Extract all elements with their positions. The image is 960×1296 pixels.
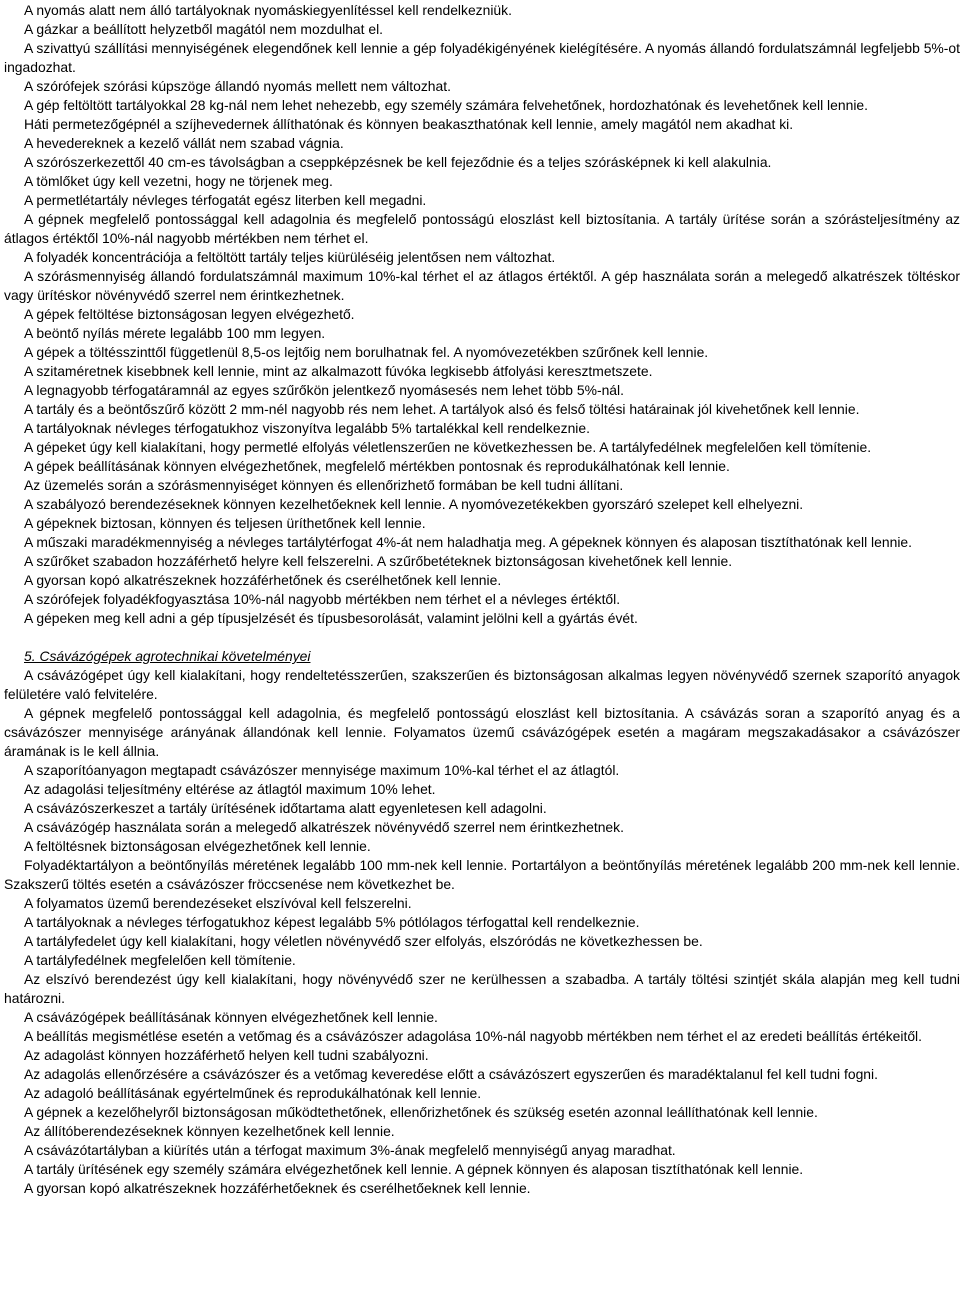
- paragraph: A tartályfedélnek megfelelően kell tömítenie.: [24, 952, 296, 968]
- paragraph: A szórásmennyiség állandó fordulatszámnál maximum 10%-kal térhet el az átlagos értéktől. A gép használata során a melegedő alkatrészek töltéskor vagy ürítéskor növényvédő szerrel nem érintkezhetnek.: [4, 268, 960, 303]
- requirements-list-sprayers: [4, 1, 960, 628]
- paragraph: A szaporítóanyagon megtapadt csávázószer mennyisége maximum 10%-kal térhet el az átlagtól.: [24, 762, 620, 778]
- paragraph: A beöntő nyílás mérete legalább 100 mm legyen.: [24, 325, 326, 341]
- paragraph: A gázkar a beállított helyzetből magától nem mozdulhat el.: [24, 21, 384, 37]
- paragraph: Az adagolást könnyen hozzáférhető helyen kell tudni szabályozni.: [24, 1047, 429, 1063]
- paragraph: A gépek beállításának könnyen elvégezhetőnek, megfelelő mértékben pontosnak és reprodukálhatónak kell lennie.: [24, 458, 730, 474]
- paragraph: A tömlőket úgy kell vezetni, hogy ne törjenek meg.: [24, 173, 333, 189]
- paragraph: A csávázógépet úgy kell kialakítani, hogy rendeltetésszerűen, szakszerűen és biztonságosan alkalmas legyen növényvédő szernek szaporító anyagok felületére való felvitelére.: [4, 667, 960, 702]
- paragraph: A szivattyú szállítási mennyiségének elegendőnek kell lennie a gép folyadékigényének kielégítésére. A nyomás állandó fordulatszámnál legfeljebb 5%-ot ingadozhat.: [4, 40, 960, 75]
- paragraph: A szűrőket szabadon hozzáférhető helyre kell felszerelni. A szűrőbetéteknek biztonságosan kivehetőnek kell lennie.: [24, 553, 733, 569]
- paragraph: A feltöltésnek biztonságosan elvégezhetőnek kell lennie.: [24, 838, 371, 854]
- paragraph: A gépnek megfelelő pontossággal kell adagolnia, és megfelelő pontosságú eloszlást kell biztosítania. A csávázás soran a szaporító anyag és a csávázószer mennyisége arányának állandónak kell lennie. Folyamatos üzemű csávázógépek esetén a magáram megszakadásakor a csávázószer áramának is le kell állnia.: [4, 705, 960, 759]
- section-heading: 5. Csávázógépek agrotechnikai követelményei: [24, 648, 311, 664]
- paragraph: Az adagolási teljesítmény eltérése az átlagtól maximum 10% lehet.: [24, 781, 436, 797]
- paragraph: A gyorsan kopó alkatrészeknek hozzáférhetőnek és cserélhetőnek kell lennie.: [24, 572, 502, 588]
- paragraph: A műszaki maradékmennyiség a névleges tartálytérfogat 4%-át nem haladhatja meg. A gépeknek könnyen és alaposan tisztíthatónak kell lennie.: [24, 534, 912, 550]
- requirements-list-seed-treaters: [4, 666, 960, 1198]
- paragraph: A tartályoknak a névleges térfogatukhoz képest legalább 5% pótlólagos térfogattal kell rendelkeznie.: [24, 914, 640, 930]
- paragraph: A csávázógép használata során a melegedő alkatrészek növényvédő szerrel nem érintkezhetnek.: [24, 819, 624, 835]
- paragraph: A gépeket úgy kell kialakítani, hogy permetlé elfolyás véletlenszerűen ne következhessen be. A tartályfedélnek megfelelően kell tömítenie.: [24, 439, 872, 455]
- paragraph: A szórófejek folyadékfogyasztása 10%-nál nagyobb mértékben nem térhet el a névleges értéktől.: [24, 591, 621, 607]
- paragraph: A tartályfedelet úgy kell kialakítani, hogy véletlen növényvédő szer elfolyás, elszóródás ne következhessen be.: [24, 933, 703, 949]
- paragraph: Az elszívó berendezést úgy kell kialakítani, hogy növényvédő szer ne kerülhessen a szabadba. A tartály töltési szintjét skála alapján meg kell tudni határozni.: [4, 971, 960, 1006]
- paragraph: A csávázótartályban a kiürítés után a térfogat maximum 3%-ának megfelelő mennyiségű anyag maradhat.: [24, 1142, 676, 1158]
- paragraph: A nyomás alatt nem álló tartályoknak nyomáskiegyenlítéssel kell rendelkezniük.: [24, 2, 512, 18]
- paragraph: A gépnek megfelelő pontossággal kell adagolnia és megfelelő pontosságú eloszlást kell biztosítania. A tartály ürítése során a szórásteljesítmény az átlagos értéktől 10%-nál nagyobb mértékben nem térhet el.: [4, 211, 960, 246]
- paragraph: A gépnek a kezelőhelyről biztonságosan működtethetőnek, ellenőrizhetőnek és szükség esetén azonnal leállíthatónak kell lennie.: [24, 1104, 818, 1120]
- paragraph: Háti permetezőgépnél a szíjhevedernek állíthatónak és könnyen beakaszthatónak kell lennie, amely magától nem akadhat ki.: [24, 116, 794, 132]
- paragraph: A hevedereknek a kezelő vállát nem szabad vágnia.: [24, 135, 344, 151]
- paragraph: A csávázószerkeszet a tartály ürítésének időtartama alatt egyenletesen kell adagolni.: [24, 800, 547, 816]
- paragraph: Az adagolás ellenőrzésére a csávázószer és a vetőmag keveredése előtt a csávázószert egyszerűen és maradéktalanul fel kell tudni fogni.: [24, 1066, 878, 1082]
- paragraph: A gépek a töltésszinttől függetlenül 8,5-os lejtőig nem borulhatnak fel. A nyomóvezetékben szűrőnek kell lennie.: [24, 344, 709, 360]
- paragraph: A gépeknek biztosan, könnyen és teljesen üríthetőnek kell lennie.: [24, 515, 426, 531]
- section-spacer: [4, 628, 960, 647]
- paragraph: A szitaméretnek kisebbnek kell lennie, mint az alkalmazott fúvóka legkisebb átfolyási keresztmetszete.: [24, 363, 653, 379]
- paragraph: A szórófejek szórási kúpszöge állandó nyomás mellett nem változhat.: [24, 78, 451, 94]
- paragraph: A gyorsan kopó alkatrészeknek hozzáférhetőeknek és cserélhetőeknek kell lennie.: [24, 1180, 531, 1196]
- paragraph: A permetlétartály névleges térfogatát egész literben kell megadni.: [24, 192, 427, 208]
- paragraph: A tartály és a beöntőszűrő között 2 mm-nél nagyobb rés nem lehet. A tartályok alsó és felső töltési határainak jól kivehetőnek kell lennie.: [24, 401, 860, 417]
- paragraph: Az üzemelés során a szórásmennyiséget könnyen és ellenőrizhető formában be kell tudni állítani.: [24, 477, 624, 493]
- paragraph: A tartály ürítésének egy személy számára elvégezhetőnek kell lennie. A gépnek könnyen és alaposan tisztíthatónak kell lennie.: [24, 1161, 804, 1177]
- paragraph: A szabályozó berendezéseknek könnyen kezelhetőeknek kell lennie. A nyomóvezetékekben gyorszáró szelepet kell elhelyezni.: [24, 496, 804, 512]
- paragraph: A gépeken meg kell adni a gép típusjelzését és típusbesorolását, valamint jelölni kell a gyártás évét.: [24, 610, 638, 626]
- paragraph: A legnagyobb térfogatáramnál az egyes szűrőkön jelentkező nyomásesés nem lehet több 5%-nál.: [24, 382, 624, 398]
- paragraph: A beállítás megismétlése esetén a vetőmag és a csávázószer adagolása 10%-nál nagyobb mértékben nem térhet el az eredeti beállítás értékeitől.: [24, 1028, 923, 1044]
- paragraph: Folyadéktartályon a beöntőnyílás méretének legalább 100 mm-nek kell lennie. Portartályon a beöntőnyílás méretének legalább 200 mm-nek kell lennie. Szakszerű töltés esetén a csávázószer fröccsenése nem következhet be.: [4, 857, 960, 892]
- paragraph: Az adagoló beállításának egyértelműnek és reprodukálhatónak kell lennie.: [24, 1085, 482, 1101]
- paragraph: Az állítóberendezéseknek könnyen kezelhetőnek kell lennie.: [24, 1123, 395, 1139]
- paragraph: A folyamatos üzemű berendezéseket elszívóval kell felszerelni.: [24, 895, 412, 911]
- paragraph: A tartályoknak névleges térfogatukhoz viszonyítva legalább 5% tartalékkal kell rendelkeznie.: [24, 420, 590, 436]
- paragraph: A folyadék koncentrációja a feltöltött tartály teljes kiürüléséig jelentősen nem változhat.: [24, 249, 556, 265]
- paragraph: A szórószerkezettől 40 cm-es távolságban a cseppképzésnek be kell fejeződnie és a teljes szórásképnek ki kell alakulnia.: [24, 154, 772, 170]
- paragraph: A gépek feltöltése biztonságosan legyen elvégezhető.: [24, 306, 355, 322]
- paragraph: A csávázógépek beállításának könnyen elvégezhetőnek kell lennie.: [24, 1009, 438, 1025]
- paragraph: A gép feltöltött tartályokkal 28 kg-nál nem lehet nehezebb, egy személy számára felvehetőnek, hordozhatónak és levehetőnek kell lennie.: [24, 97, 868, 113]
